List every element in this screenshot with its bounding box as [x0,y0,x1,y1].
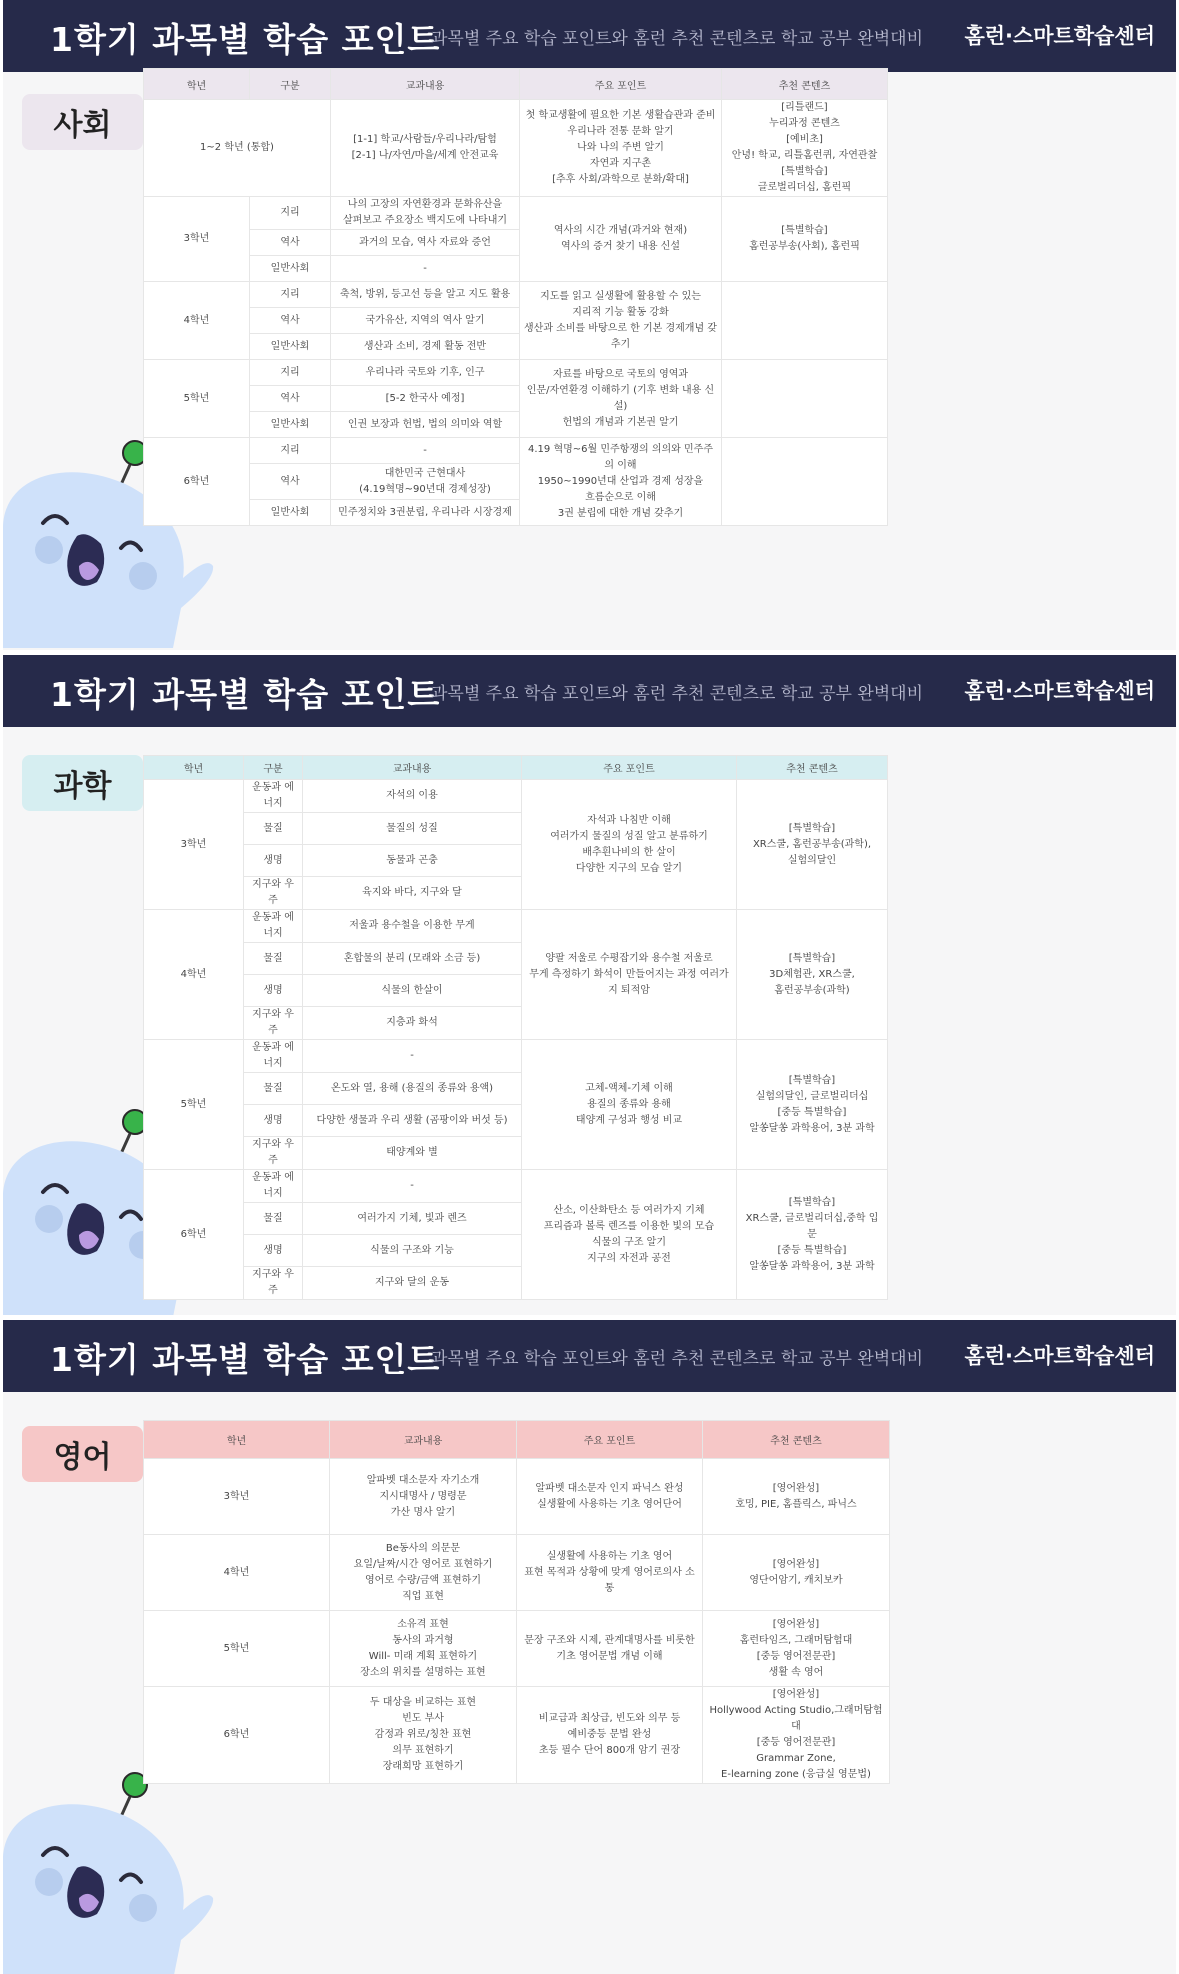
page-subtitle: 과목별 주요 학습 포인트와 홈런 추천 콘텐츠로 학교 공부 완벽대비 [431,684,924,704]
column-header: 학년 [144,1421,330,1459]
social-table [143,68,888,526]
content-cell: 육지와 바다, 지구와 달 [303,877,522,910]
content-cell: 온도와 열, 용해 (용질의 종류와 용액) [303,1073,522,1105]
content-cell: 민주정치와 3권분립, 우리나라 시장경제 [331,500,520,526]
content-cell: 태양계와 별 [303,1137,522,1170]
category-cell: 운동과 에너지 [244,1170,303,1203]
column-header: 주요 포인트 [517,1421,703,1459]
recommend-cell: [특별학습] 실험의달인, 글로벌리더십 [중등 특별학습] 알쏭달쏭 과학용어, 3분 과학 [737,1040,888,1170]
recommend-cell [722,282,888,360]
subject-tag-social: 사회 [22,94,143,150]
header-bar [3,1320,1176,1392]
recommend-cell: [영어완성] Hollywood Acting Studio,그래머탐험대 [중등 영어전문관] Grammar Zone, E-learning zone (응급실 영문법) [703,1687,890,1784]
recommend-cell [722,438,888,526]
column-header: 교과내용 [303,756,522,780]
page-title: 1학기 과목별 학습 포인트 [50,675,441,714]
content-cell: [5-2 한국사 예정] [331,386,520,412]
grade-cell: 3학년 [144,780,244,910]
point-cell: 산소, 이산화탄소 등 여러가지 기체 프리즘과 볼록 렌즈를 이용한 빛의 모습 식물의 구조 알기 지구의 자전과 공전 [522,1170,737,1300]
point-cell: 실생활에 사용하는 기초 영어 표현 목적과 상황에 맞게 영어로의사 소통 [517,1535,703,1611]
page-subtitle: 과목별 주요 학습 포인트와 홈런 추천 콘텐츠로 학교 공부 완벽대비 [431,1349,924,1369]
point-cell: 알파벳 대소문자 인지 파닉스 완성 실생활에 사용하는 기초 영어단어 [517,1459,703,1535]
english-panel [3,1320,1176,1974]
category-cell: 지구와 우주 [244,1137,303,1170]
recommend-cell: [리틀랜드] 누리과정 콘텐츠 [예비초] 안녕! 학교, 리틀홈런퀴, 자연관찰 [특별학습] 글로벌리더십, 홈런픽 [722,100,888,197]
category-cell: 일반사회 [250,256,331,282]
grade-cell: 3학년 [144,1459,330,1535]
column-header: 주요 포인트 [520,69,722,100]
content-cell: 식물의 한살이 [303,975,522,1007]
brand-name: 홈런·스마트학습센터 [964,679,1155,703]
content-cell: 지구와 달의 운동 [303,1267,522,1300]
category-cell: 일반사회 [250,500,331,526]
category-cell: 일반사회 [250,412,331,438]
page-title: 1학기 과목별 학습 포인트 [50,20,441,59]
content-cell: - [331,256,520,282]
header-bar [3,655,1176,727]
grade-cell: 3학년 [144,197,250,282]
content-cell: 여러가지 기체, 빛과 렌즈 [303,1203,522,1235]
page-subtitle: 과목별 주요 학습 포인트와 홈런 추천 콘텐츠로 학교 공부 완벽대비 [431,29,924,49]
brand-name: 홈런·스마트학습센터 [964,24,1155,48]
grade-cell: 1~2 학년 (통합) [144,100,331,197]
science-table [143,755,888,1300]
recommend-cell: [특별학습] 3D체험관, XR스쿨, 홈런공부송(과학) [737,910,888,1040]
content-cell: 인권 보장과 헌법, 법의 의미와 역할 [331,412,520,438]
brand-name: 홈런·스마트학습센터 [964,1344,1155,1368]
category-cell: 역사 [250,386,331,412]
content-cell: Be동사의 의문문 요일/날짜/시간 영어로 표현하기 영어로 수량/금액 표현하기 직업 표현 [330,1535,517,1611]
recommend-cell: [특별학습] XR스쿨, 글로벌리더십,중학 입문 [중등 특별학습] 알쏭달쏭 과학용어, 3분 과학 [737,1170,888,1300]
column-header: 주요 포인트 [522,756,737,780]
content-cell: [1-1] 학교/사람들/우리나라/탐험 [2-1] 나/자연/마을/세계 안전교육 [331,100,520,197]
category-cell: 지구와 우주 [244,877,303,910]
category-cell: 역사 [250,308,331,334]
category-cell: 운동과 에너지 [244,910,303,943]
column-header: 추천 콘텐츠 [737,756,888,780]
header-bar [3,0,1176,72]
category-cell: 지리 [250,282,331,308]
content-cell: 혼합물의 분리 (모래와 소금 등) [303,943,522,975]
category-cell: 생명 [244,1235,303,1267]
category-cell: 역사 [250,464,331,500]
column-header: 구분 [244,756,303,780]
content-cell: 동물과 곤충 [303,845,522,877]
content-cell: 과거의 모습, 역사 자료와 증언 [331,230,520,256]
category-cell: 물질 [244,943,303,975]
category-cell: 생명 [244,1105,303,1137]
page-title: 1학기 과목별 학습 포인트 [50,1340,441,1379]
point-cell: 자료를 바탕으로 국토의 영역과 인문/자연환경 이해하기 (기후 변화 내용 신설) 헌법의 개념과 기본권 알기 [520,360,722,438]
point-cell: 고체-액체-기체 이해 용질의 종류와 용해 태양계 구성과 행성 비교 [522,1040,737,1170]
column-header: 추천 콘텐츠 [722,69,888,100]
recommend-cell: [특별학습] XR스쿨, 홈런공부송(과학), 실험의달인 [737,780,888,910]
content-cell: 대한민국 근현대사 (4.19혁명~90년대 경제성장) [331,464,520,500]
category-cell: 생명 [244,975,303,1007]
category-cell: 지리 [250,197,331,230]
point-cell: 자석과 나침반 이해 여러가지 물질의 성질 알고 분류하기 배추흰나비의 한 살이 다양한 지구의 모습 알기 [522,780,737,910]
grade-cell: 5학년 [144,1040,244,1170]
point-cell: 역사의 시간 개념(과거와 현재) 역사의 증거 찾기 내용 신설 [520,197,722,282]
category-cell: 지리 [250,360,331,386]
category-cell: 물질 [244,1203,303,1235]
science-panel [3,655,1176,1315]
subject-tag-english: 영어 [22,1426,143,1482]
content-cell: 식물의 구조와 기능 [303,1235,522,1267]
content-cell: 두 대상을 비교하는 표현 빈도 부사 감정과 위로/칭찬 표현 의무 표현하기 장래희망 표현하기 [330,1687,517,1784]
category-cell: 지리 [250,438,331,464]
content-cell: 물질의 성질 [303,813,522,845]
category-cell: 운동과 에너지 [244,1040,303,1073]
content-cell: 자석의 이용 [303,780,522,813]
english-table [143,1420,890,1784]
point-cell: 비교급과 최상급, 빈도와 의무 등 예비중등 문법 완성 초등 필수 단어 800개 암기 권장 [517,1687,703,1784]
point-cell: 4.19 혁명~6월 민주항쟁의 의의와 민주주의 이해 1950~1990년대 산업과 경제 성장을 흐름순으로 이해 3권 분립에 대한 개념 갖추기 [520,438,722,526]
grade-cell: 6학년 [144,1170,244,1300]
category-cell: 일반사회 [250,334,331,360]
recommend-cell: [영어완성] 홈런타임즈, 그래머탐험대 [중등 영어전문관] 생활 속 영어 [703,1611,890,1687]
column-header: 교과내용 [331,69,520,100]
content-cell: 지층과 화석 [303,1007,522,1040]
grade-cell: 6학년 [144,438,250,526]
point-cell: 양팔 저울로 수평잡기와 용수철 저울로 무게 측정하기 화석이 만들어지는 과정 여러가지 퇴적암 [522,910,737,1040]
column-header: 학년 [144,756,244,780]
category-cell: 역사 [250,230,331,256]
content-cell: 다양한 생물과 우리 생활 (곰팡이와 버섯 등) [303,1105,522,1137]
column-header: 구분 [250,69,331,100]
category-cell: 생명 [244,845,303,877]
content-cell: - [303,1040,522,1073]
content-cell: 생산과 소비, 경제 활동 전반 [331,334,520,360]
grade-cell: 4학년 [144,282,250,360]
content-cell: 국가유산, 지역의 역사 알기 [331,308,520,334]
content-cell: 나의 고장의 자연환경과 문화유산을 살펴보고 주요장소 백지도에 나타내기 [331,197,520,230]
grade-cell: 4학년 [144,910,244,1040]
content-cell: 우리나라 국토와 기후, 인구 [331,360,520,386]
grade-cell: 6학년 [144,1687,330,1784]
point-cell: 문장 구조와 시제, 관계대명사를 비롯한 기초 영어문법 개념 이해 [517,1611,703,1687]
category-cell: 운동과 에너지 [244,780,303,813]
category-cell: 지구와 우주 [244,1007,303,1040]
column-header: 학년 [144,69,250,100]
column-header: 교과내용 [330,1421,517,1459]
column-header: 추천 콘텐츠 [703,1421,890,1459]
recommend-cell [722,360,888,438]
content-cell: 소유격 표현 동사의 과거형 Will- 미래 계획 표현하기 장소의 위치를 설명하는 표현 [330,1611,517,1687]
content-cell: 알파벳 대소문자 자기소개 지시대명사 / 명령문 가산 명사 알기 [330,1459,517,1535]
point-cell: 첫 학교생활에 필요한 기본 생활습관과 준비 우리나라 전통 문화 알기 나와 나의 주변 알기 자연과 지구촌 [추후 사회/과학으로 분화/확대] [520,100,722,197]
subject-tag-science: 과학 [22,755,143,811]
grade-cell: 4학년 [144,1535,330,1611]
social-panel [3,0,1176,650]
grade-cell: 5학년 [144,360,250,438]
recommend-cell: [영어완성] 영단어암기, 캐치보카 [703,1535,890,1611]
content-cell: - [331,438,520,464]
grade-cell: 5학년 [144,1611,330,1687]
recommend-cell: [특별학습] 홈런공부송(사회), 홈런픽 [722,197,888,282]
recommend-cell: [영어완성] 호밍, PIE, 홈플릭스, 파닉스 [703,1459,890,1535]
content-cell: 축척, 방위, 등고선 등을 알고 지도 활용 [331,282,520,308]
content-cell: 저울과 용수철을 이용한 무게 [303,910,522,943]
mascot-icon [3,1770,223,1974]
point-cell: 지도를 읽고 실생활에 활용할 수 있는 지리적 기능 활동 강화 생산과 소비를 바탕으로 한 기본 경제개념 갖추기 [520,282,722,360]
category-cell: 물질 [244,1073,303,1105]
content-cell: - [303,1170,522,1203]
category-cell: 물질 [244,813,303,845]
category-cell: 지구와 우주 [244,1267,303,1300]
